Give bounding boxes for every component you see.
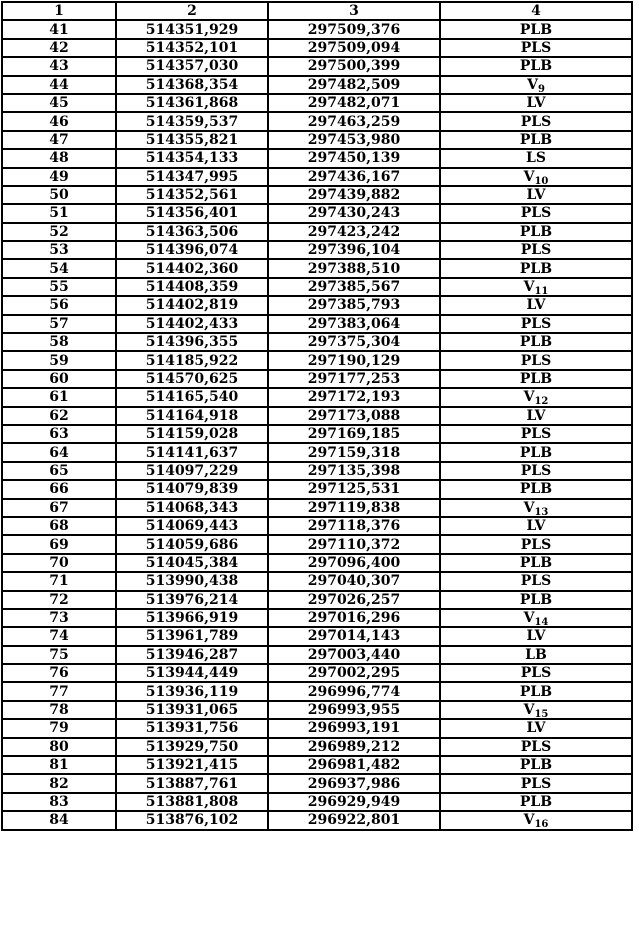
header-col-4: 4 — [440, 2, 632, 20]
x-coordinate: 513946,287 — [116, 646, 268, 664]
table-row — [2, 719, 632, 737]
table-row — [2, 131, 632, 149]
point-code-subscript: 15 — [534, 709, 549, 721]
y-coordinate: 297026,257 — [268, 591, 440, 609]
point-code — [440, 462, 632, 480]
point-code — [440, 278, 632, 296]
point-code-text: PLS — [520, 426, 552, 443]
x-coordinate: 514045,384 — [116, 554, 268, 572]
point-number: 73 — [2, 609, 116, 627]
y-coordinate: 297118,376 — [268, 517, 440, 535]
x-coordinate: 514165,540 — [116, 388, 268, 406]
point-number: 42 — [2, 39, 116, 57]
y-coordinate: 296989,212 — [268, 738, 440, 756]
point-number: 70 — [2, 554, 116, 572]
y-coordinate: 296922,801 — [268, 811, 440, 829]
x-coordinate: 513929,750 — [116, 738, 268, 756]
y-coordinate: 297439,882 — [268, 186, 440, 204]
x-coordinate: 514354,133 — [116, 149, 268, 167]
y-coordinate: 297375,304 — [268, 333, 440, 351]
coordinates-table — [1, 1, 633, 831]
point-code-text: V — [523, 499, 535, 516]
x-coordinate: 514079,839 — [116, 480, 268, 498]
point-number: 53 — [2, 241, 116, 259]
point-code — [440, 627, 632, 645]
point-code-text: PLB — [519, 481, 553, 498]
point-code — [440, 664, 632, 682]
point-number: 74 — [2, 627, 116, 645]
point-code — [440, 407, 632, 425]
x-coordinate: 514164,918 — [116, 407, 268, 425]
point-code-text: PLS — [520, 573, 552, 590]
point-code-text: LV — [526, 297, 546, 314]
point-code — [440, 112, 632, 130]
y-coordinate: 297125,531 — [268, 480, 440, 498]
point-code — [440, 370, 632, 388]
y-coordinate: 296937,986 — [268, 774, 440, 792]
y-coordinate: 297177,253 — [268, 370, 440, 388]
table-row — [2, 333, 632, 351]
x-coordinate: 514363,506 — [116, 223, 268, 241]
point-number: 49 — [2, 168, 116, 186]
y-coordinate: 297396,104 — [268, 241, 440, 259]
point-code — [440, 149, 632, 167]
x-coordinate: 514352,561 — [116, 186, 268, 204]
table-row — [2, 627, 632, 645]
x-coordinate: 514368,354 — [116, 76, 268, 94]
y-coordinate: 297383,064 — [268, 315, 440, 333]
point-code — [440, 94, 632, 112]
y-coordinate: 297388,510 — [268, 259, 440, 277]
y-coordinate: 296996,774 — [268, 682, 440, 700]
point-code — [440, 572, 632, 590]
point-code — [440, 39, 632, 57]
table-row — [2, 480, 632, 498]
point-code-subscript: 9 — [537, 83, 545, 95]
x-coordinate: 514359,537 — [116, 112, 268, 130]
table-row — [2, 168, 632, 186]
table-row — [2, 811, 632, 829]
y-coordinate: 297110,372 — [268, 535, 440, 553]
point-number: 47 — [2, 131, 116, 149]
point-number: 54 — [2, 259, 116, 277]
y-coordinate: 297016,296 — [268, 609, 440, 627]
point-code-text: PLB — [519, 58, 553, 75]
point-code-text: V — [523, 610, 535, 627]
point-code-text: V — [527, 76, 538, 93]
point-code-text: PLS — [520, 315, 552, 332]
y-coordinate: 296929,949 — [268, 793, 440, 811]
point-number: 50 — [2, 186, 116, 204]
point-code — [440, 535, 632, 553]
point-number: 72 — [2, 591, 116, 609]
point-code-text: PLB — [519, 334, 553, 351]
point-number: 58 — [2, 333, 116, 351]
point-number: 52 — [2, 223, 116, 241]
point-code-text: PLB — [519, 591, 553, 608]
y-coordinate: 297040,307 — [268, 572, 440, 590]
point-code-subscript: 11 — [534, 286, 549, 298]
x-coordinate: 513881,808 — [116, 793, 268, 811]
point-number: 84 — [2, 811, 116, 829]
point-number: 41 — [2, 20, 116, 38]
table-row — [2, 443, 632, 461]
point-number: 64 — [2, 443, 116, 461]
y-coordinate: 296993,191 — [268, 719, 440, 737]
point-number: 45 — [2, 94, 116, 112]
point-code — [440, 774, 632, 792]
table-row — [2, 388, 632, 406]
table-row — [2, 774, 632, 792]
point-number: 71 — [2, 572, 116, 590]
point-code-text: PLB — [519, 757, 553, 774]
y-coordinate: 297190,129 — [268, 351, 440, 369]
point-code-text: PLS — [520, 536, 552, 553]
y-coordinate: 297135,398 — [268, 462, 440, 480]
point-code — [440, 259, 632, 277]
point-code-text: PLS — [520, 113, 552, 130]
point-code-text: PLB — [519, 260, 553, 277]
y-coordinate: 297385,567 — [268, 278, 440, 296]
y-coordinate: 297119,838 — [268, 499, 440, 517]
y-coordinate: 296981,482 — [268, 756, 440, 774]
point-code-text: PLS — [520, 242, 552, 259]
point-code-subscript: 16 — [534, 819, 549, 831]
point-number: 56 — [2, 296, 116, 314]
x-coordinate: 514159,028 — [116, 425, 268, 443]
point-number: 59 — [2, 351, 116, 369]
x-coordinate: 513976,214 — [116, 591, 268, 609]
point-code — [440, 296, 632, 314]
table-row — [2, 591, 632, 609]
header-col-3: 3 — [268, 2, 440, 20]
point-code-text: V — [523, 702, 535, 719]
point-code — [440, 168, 632, 186]
point-number: 80 — [2, 738, 116, 756]
point-code-text: LS — [526, 150, 546, 167]
table-row — [2, 57, 632, 75]
point-code — [440, 609, 632, 627]
point-code-text: PLB — [519, 793, 553, 810]
point-code-text: PLS — [520, 775, 552, 792]
table-row — [2, 278, 632, 296]
x-coordinate: 514352,101 — [116, 39, 268, 57]
x-coordinate: 514361,868 — [116, 94, 268, 112]
table-row — [2, 76, 632, 94]
point-code-text: PLB — [519, 444, 553, 461]
table-row — [2, 609, 632, 627]
point-code — [440, 241, 632, 259]
point-code — [440, 223, 632, 241]
table-row — [2, 186, 632, 204]
x-coordinate: 513966,919 — [116, 609, 268, 627]
point-code — [440, 204, 632, 222]
point-code — [440, 333, 632, 351]
table-row — [2, 94, 632, 112]
point-code-text: PLB — [519, 554, 553, 571]
point-code-text: V — [523, 389, 535, 406]
point-code — [440, 517, 632, 535]
table-row — [2, 425, 632, 443]
x-coordinate: 514402,819 — [116, 296, 268, 314]
point-code-text: LV — [526, 720, 546, 737]
table-row — [2, 223, 632, 241]
point-code — [440, 701, 632, 719]
table-row — [2, 646, 632, 664]
table-row — [2, 370, 632, 388]
table-row — [2, 535, 632, 553]
y-coordinate: 297436,167 — [268, 168, 440, 186]
point-code — [440, 499, 632, 517]
point-code-text: PLB — [519, 683, 553, 700]
y-coordinate: 297463,259 — [268, 112, 440, 130]
x-coordinate: 513921,415 — [116, 756, 268, 774]
table-row — [2, 738, 632, 756]
table-row — [2, 351, 632, 369]
point-number: 69 — [2, 535, 116, 553]
point-number: 62 — [2, 407, 116, 425]
y-coordinate: 297159,318 — [268, 443, 440, 461]
y-coordinate: 297482,071 — [268, 94, 440, 112]
x-coordinate: 514347,995 — [116, 168, 268, 186]
header-col-2: 2 — [116, 2, 268, 20]
point-number: 76 — [2, 664, 116, 682]
table-row — [2, 20, 632, 38]
point-number: 83 — [2, 793, 116, 811]
point-code-text: PLS — [520, 665, 552, 682]
table-row — [2, 517, 632, 535]
y-coordinate: 297430,243 — [268, 204, 440, 222]
table-row — [2, 204, 632, 222]
point-code — [440, 719, 632, 737]
point-code-text: LV — [526, 187, 546, 204]
point-number: 79 — [2, 719, 116, 737]
point-code — [440, 425, 632, 443]
x-coordinate: 514069,443 — [116, 517, 268, 535]
x-coordinate: 513961,789 — [116, 627, 268, 645]
point-number: 82 — [2, 774, 116, 792]
point-number: 44 — [2, 76, 116, 94]
point-code-text: LV — [526, 518, 546, 535]
table-row — [2, 756, 632, 774]
x-coordinate: 514355,821 — [116, 131, 268, 149]
table-row — [2, 407, 632, 425]
table-row — [2, 664, 632, 682]
point-number: 67 — [2, 499, 116, 517]
y-coordinate: 296993,955 — [268, 701, 440, 719]
point-number: 55 — [2, 278, 116, 296]
x-coordinate: 514097,229 — [116, 462, 268, 480]
x-coordinate: 513936,119 — [116, 682, 268, 700]
point-number: 65 — [2, 462, 116, 480]
x-coordinate: 513931,756 — [116, 719, 268, 737]
table-row — [2, 499, 632, 517]
point-number: 68 — [2, 517, 116, 535]
point-code-text: V — [523, 168, 535, 185]
table-row — [2, 241, 632, 259]
y-coordinate: 297500,399 — [268, 57, 440, 75]
x-coordinate: 514396,355 — [116, 333, 268, 351]
x-coordinate: 514351,929 — [116, 20, 268, 38]
point-code — [440, 388, 632, 406]
y-coordinate: 297453,980 — [268, 131, 440, 149]
point-number: 78 — [2, 701, 116, 719]
x-coordinate: 514402,433 — [116, 315, 268, 333]
point-number: 48 — [2, 149, 116, 167]
table-row — [2, 39, 632, 57]
point-number: 60 — [2, 370, 116, 388]
point-number: 46 — [2, 112, 116, 130]
point-code-text: V — [523, 279, 535, 296]
point-code-text: PLS — [520, 352, 552, 369]
y-coordinate: 297509,376 — [268, 20, 440, 38]
point-code-text: PLS — [520, 738, 552, 755]
point-code-text: PLB — [519, 131, 553, 148]
point-number: 75 — [2, 646, 116, 664]
point-code — [440, 186, 632, 204]
y-coordinate: 297385,793 — [268, 296, 440, 314]
point-code-text: PLB — [519, 371, 553, 387]
point-code-text: PLB — [519, 223, 553, 240]
x-coordinate: 513944,449 — [116, 664, 268, 682]
point-code-text: PLS — [520, 462, 552, 479]
table-row — [2, 554, 632, 572]
point-code — [440, 76, 632, 94]
point-code-text: LB — [525, 646, 547, 663]
x-coordinate: 514068,343 — [116, 499, 268, 517]
point-number: 61 — [2, 388, 116, 406]
point-code-text: LV — [526, 95, 546, 112]
y-coordinate: 297096,400 — [268, 554, 440, 572]
point-code-text: PLB — [519, 21, 553, 38]
point-code — [440, 443, 632, 461]
table-row — [2, 701, 632, 719]
y-coordinate: 297014,143 — [268, 627, 440, 645]
table-row — [2, 682, 632, 700]
point-code-subscript: 12 — [534, 396, 549, 408]
point-code — [440, 554, 632, 572]
point-code — [440, 315, 632, 333]
x-coordinate: 514570,625 — [116, 370, 268, 388]
point-number: 66 — [2, 480, 116, 498]
header-row — [2, 2, 632, 20]
x-coordinate: 513931,065 — [116, 701, 268, 719]
point-code — [440, 480, 632, 498]
y-coordinate: 297003,440 — [268, 646, 440, 664]
x-coordinate: 514408,359 — [116, 278, 268, 296]
x-coordinate: 514357,030 — [116, 57, 268, 75]
point-number: 81 — [2, 756, 116, 774]
table-body — [2, 20, 632, 829]
point-number: 51 — [2, 204, 116, 222]
y-coordinate: 297450,139 — [268, 149, 440, 167]
table-row — [2, 112, 632, 130]
x-coordinate: 514396,074 — [116, 241, 268, 259]
x-coordinate: 513990,438 — [116, 572, 268, 590]
point-code-text: PLS — [520, 39, 552, 56]
y-coordinate: 297482,509 — [268, 76, 440, 94]
table-row — [2, 572, 632, 590]
point-code-subscript: 10 — [534, 175, 549, 187]
point-code-text: V — [523, 812, 535, 829]
point-code — [440, 738, 632, 756]
point-number: 43 — [2, 57, 116, 75]
point-code — [440, 20, 632, 38]
point-code — [440, 351, 632, 369]
table-row — [2, 793, 632, 811]
point-number: 63 — [2, 425, 116, 443]
x-coordinate: 514185,922 — [116, 351, 268, 369]
x-coordinate: 513887,761 — [116, 774, 268, 792]
x-coordinate: 514402,360 — [116, 259, 268, 277]
table-row — [2, 259, 632, 277]
point-code-text: PLS — [520, 205, 552, 222]
point-code — [440, 591, 632, 609]
x-coordinate: 513876,102 — [116, 811, 268, 829]
point-code-text: LV — [526, 628, 546, 645]
point-code — [440, 57, 632, 75]
point-code — [440, 811, 632, 829]
point-code — [440, 756, 632, 774]
point-code-subscript: 14 — [534, 617, 549, 629]
table-row — [2, 296, 632, 314]
header-col-1: 1 — [2, 2, 116, 20]
y-coordinate: 297423,242 — [268, 223, 440, 241]
x-coordinate: 514356,401 — [116, 204, 268, 222]
point-code — [440, 131, 632, 149]
table-row — [2, 149, 632, 167]
y-coordinate: 297169,185 — [268, 425, 440, 443]
table-row — [2, 462, 632, 480]
point-number: 77 — [2, 682, 116, 700]
y-coordinate: 297173,088 — [268, 407, 440, 425]
y-coordinate: 297509,094 — [268, 39, 440, 57]
point-code-text: LV — [526, 407, 546, 424]
point-code-subscript: 13 — [534, 506, 549, 518]
y-coordinate: 297172,193 — [268, 388, 440, 406]
x-coordinate: 514141,637 — [116, 443, 268, 461]
y-coordinate: 297002,295 — [268, 664, 440, 682]
point-code — [440, 793, 632, 811]
point-number: 57 — [2, 315, 116, 333]
x-coordinate: 514059,686 — [116, 535, 268, 553]
point-code — [440, 646, 632, 664]
point-code — [440, 682, 632, 700]
table-row — [2, 315, 632, 333]
